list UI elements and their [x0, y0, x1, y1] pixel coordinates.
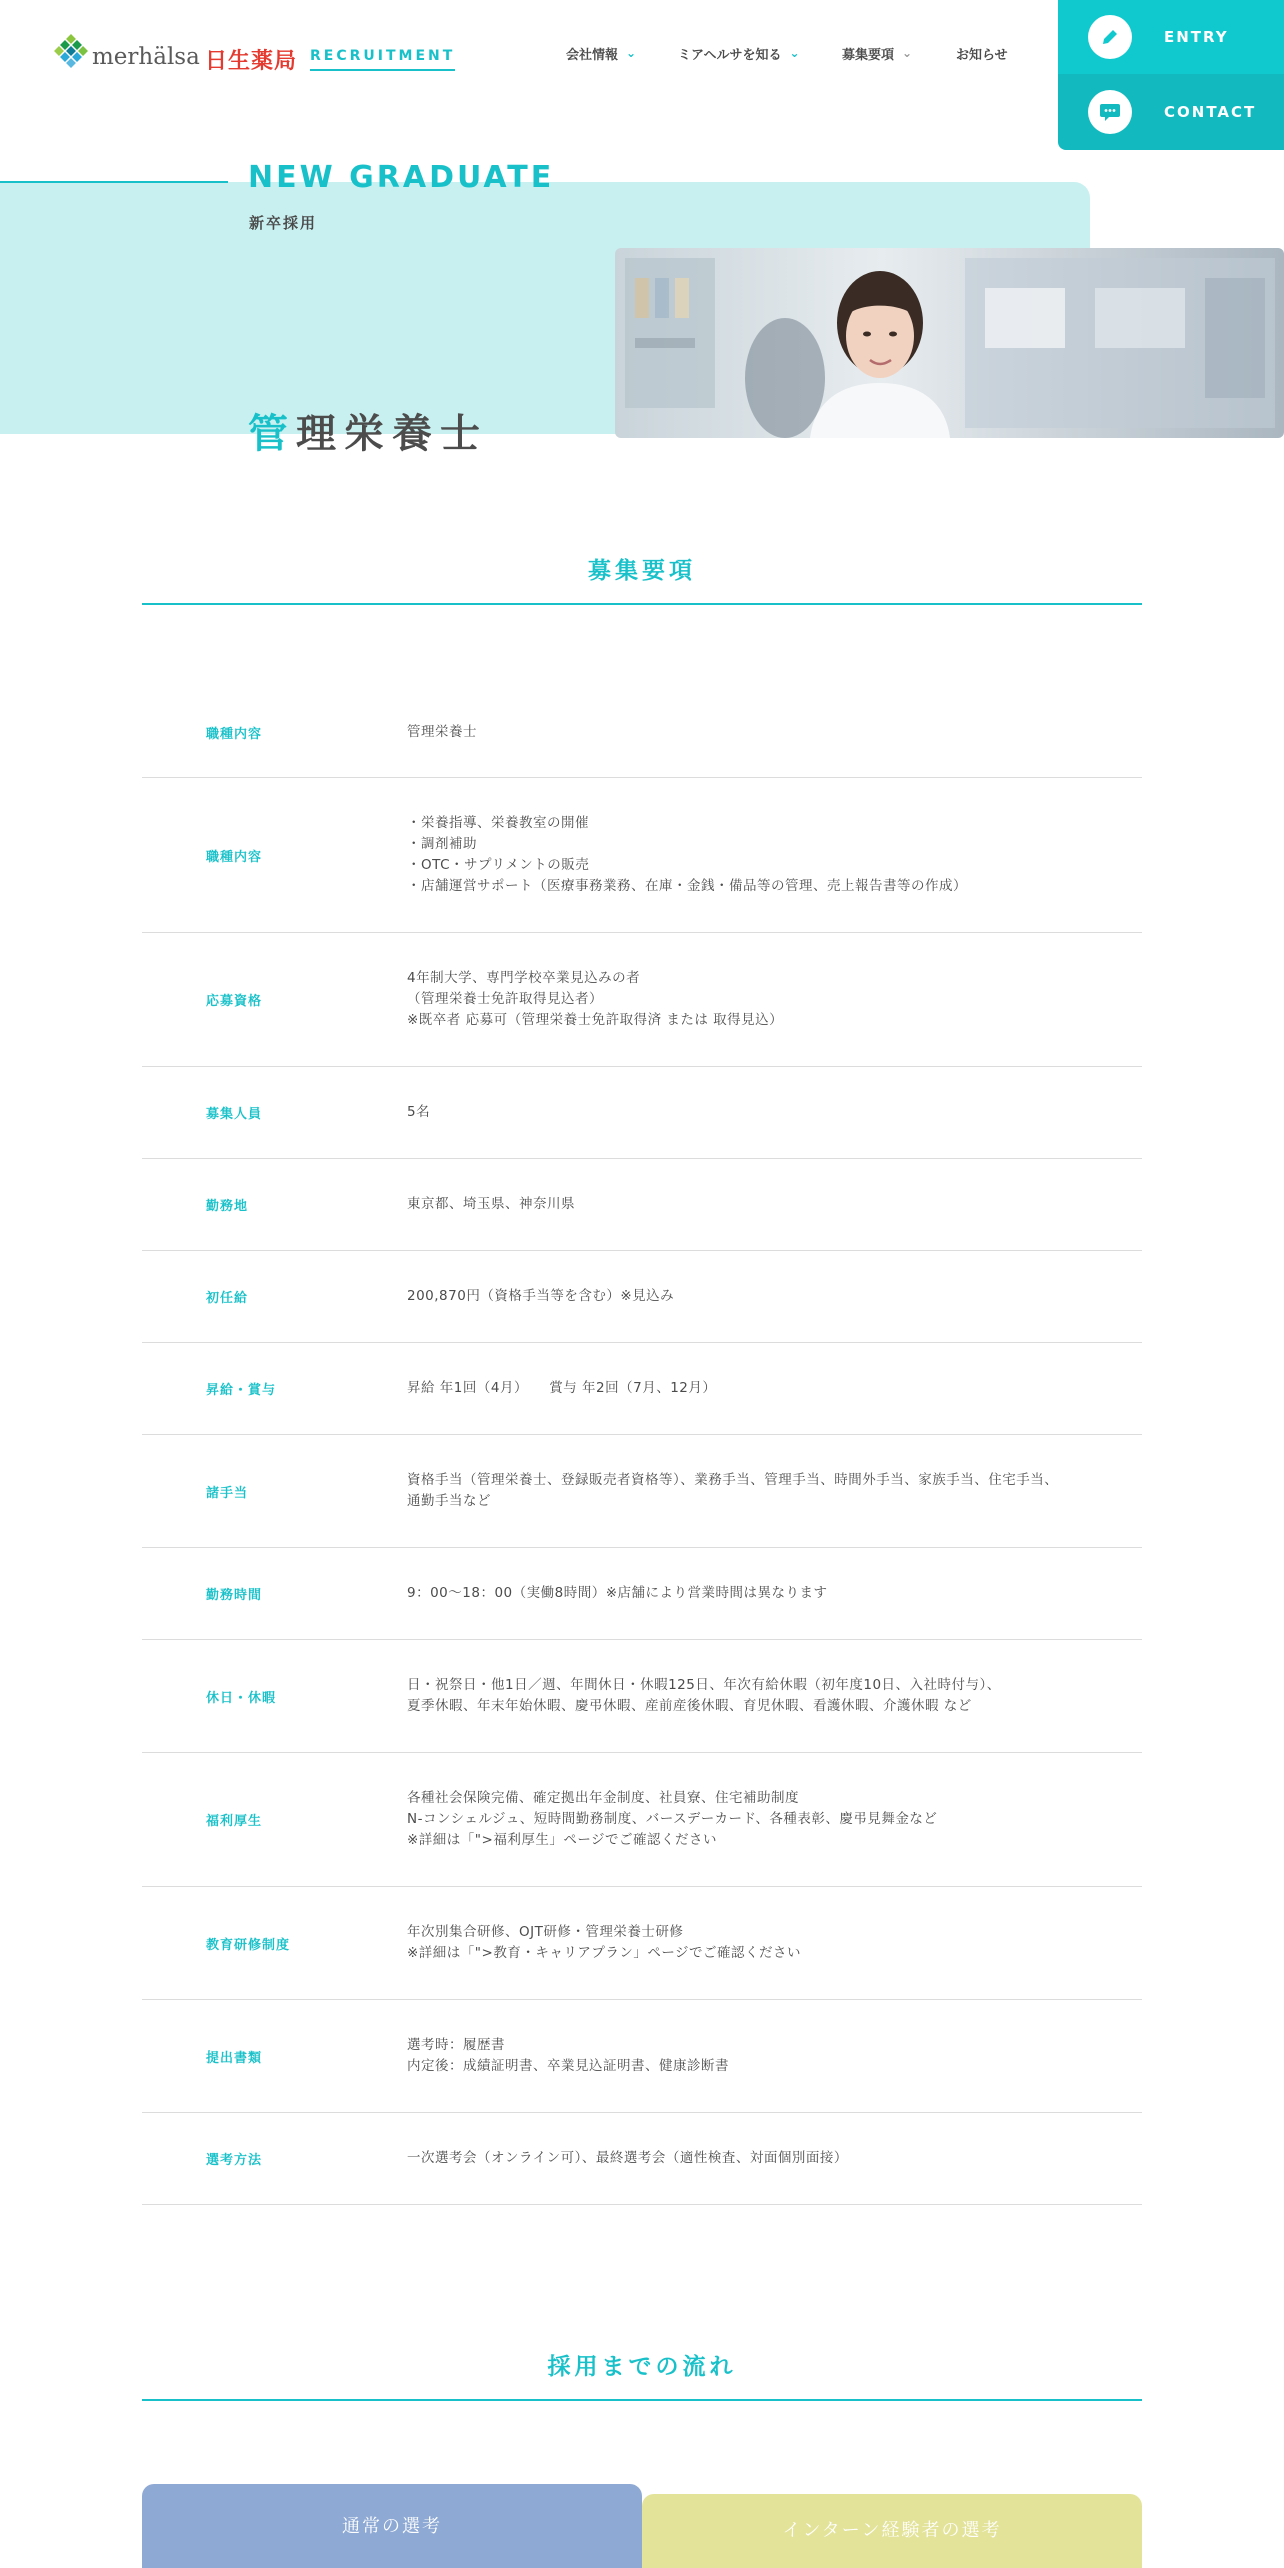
row-value [407, 968, 1142, 1031]
value-line: 一次選考会（オンライン可）、最終選考会（適性検査、対面個別面接） [407, 2150, 848, 2166]
value-line: 9：00〜18：00（実働8時間）※店舗により営業時間は異なります [407, 1585, 828, 1601]
hero-photo [615, 248, 1284, 438]
nav-item-label: 募集要項 [842, 47, 895, 63]
value-line: ・OTC・サプリメントの販売 [407, 857, 590, 873]
value-line: ※既卒者 応募可（管理栄養士免許取得済 または 取得見込） [407, 1012, 784, 1028]
row-value [407, 1675, 1142, 1717]
value-line: ・店舗運営サポート（医療事務業務、在庫・金銭・備品等の管理、売上報告書等の作成） [407, 878, 967, 894]
training-link[interactable]: ※詳細は「">教育・キャリアプラン」ページでご確認ください [407, 1945, 802, 1961]
row-label: 選考方法 [206, 2153, 263, 2168]
value-line: 昇給 年1回（4月） 賞与 年2回（7月、12月） [407, 1380, 717, 1396]
job-title [248, 402, 488, 459]
row-label: 休日・休暇 [206, 1690, 277, 1706]
row-label: 福利厚生 [206, 1814, 263, 1829]
brand-name[interactable]: merhälsa [92, 44, 200, 70]
job-title-first-char: 管 [248, 411, 296, 457]
hero-accent-line [0, 181, 228, 183]
value-line: ・栄養指導、栄養教室の開催 [407, 815, 589, 831]
table-row [142, 1343, 1142, 1435]
row-label: 昇給・賞与 [206, 1383, 277, 1398]
value-line: 5名 [407, 1104, 431, 1120]
value-line: 4年制大学、専門学校卒業見込みの者 [407, 970, 641, 986]
requirements-table [142, 688, 1142, 2205]
row-value [407, 1583, 1142, 1604]
row-value [407, 1378, 1142, 1399]
chevron-down-icon: ⌄ [789, 46, 800, 60]
row-label: 勤務時間 [206, 1588, 263, 1603]
job-title-rest: 理栄養士 [296, 411, 488, 457]
nav-item-news[interactable] [956, 42, 1008, 64]
chat-icon [1088, 90, 1132, 134]
table-row [142, 933, 1142, 1067]
tab-intern-selection[interactable]: インターン経験者の選考 [642, 2494, 1142, 2568]
entry-label: ENTRY [1164, 28, 1229, 46]
value-line: 東京都、埼玉県、神奈川県 [407, 1196, 575, 1212]
contact-button[interactable] [1058, 74, 1284, 150]
chevron-down-icon: ⌄ [902, 46, 913, 60]
pencil-icon [1088, 15, 1132, 59]
row-value [407, 2148, 1142, 2169]
row-label: 教育研修制度 [206, 1937, 291, 1953]
row-label: 募集人員 [206, 1107, 263, 1122]
value-line: 年次別集合研修、OJT研修・管理栄養士研修 [407, 1924, 684, 1940]
row-label: 諸手当 [206, 1485, 249, 1501]
value-line: 管理栄養士 [407, 724, 477, 740]
flow-heading: 採用までの流れ [547, 2354, 737, 2380]
value-line: 選考時：履歴書 [407, 2037, 505, 2053]
value-line: 日・祝祭日・他1日／週、年間休日・休暇125日、年次有給休暇（初年度10日、入社時付与）、 [407, 1677, 1001, 1693]
row-label: 職種内容 [206, 849, 263, 865]
requirements-heading-line [142, 603, 1142, 605]
value-line: 通勤手当など [407, 1493, 491, 1509]
tab-normal-selection[interactable]: 通常の選考 [142, 2484, 642, 2568]
table-row [142, 1159, 1142, 1251]
table-row [142, 1251, 1142, 1343]
contact-label: CONTACT [1164, 103, 1257, 121]
nav-item-about[interactable] [678, 42, 800, 64]
row-value [407, 1470, 1142, 1512]
table-row [142, 1548, 1142, 1640]
value-line: 内定後：成績証明書、卒業見込証明書、健康診断書 [407, 2058, 729, 2074]
value-line: 資格手当（管理栄養士、登録販売者資格等）、業務手当、管理手当、時間外手当、家族手当、住宅手当、 [407, 1472, 1059, 1488]
table-row [142, 2113, 1142, 2205]
value-line: ・調剤補助 [407, 836, 477, 852]
benefits-link[interactable]: ※詳細は「">福利厚生」ページでご確認ください [407, 1832, 718, 1848]
nav-item-label: 会社情報 [566, 47, 619, 63]
requirements-heading: 募集要項 [588, 558, 696, 584]
row-value [407, 813, 1142, 897]
table-row [142, 1887, 1142, 2000]
hero-title-en: NEW GRADUATE [248, 160, 555, 195]
hero-title-jp: 新卒採用 [249, 214, 318, 232]
nav-item-requirements[interactable] [842, 42, 912, 64]
chevron-down-icon: ⌄ [626, 46, 637, 60]
active-tab-pointer [366, 2552, 418, 2568]
table-row [142, 1640, 1142, 1753]
nav-item-label: お知らせ [956, 47, 1008, 63]
value-line: 各種社会保険完備、確定拠出年金制度、社員寮、住宅補助制度 [407, 1790, 799, 1806]
row-value [407, 1194, 1142, 1215]
row-label: 初任給 [206, 1291, 249, 1306]
merhalsa-logo-icon[interactable] [54, 34, 88, 68]
value-line: N-コンシェルジュ、短時間勤務制度、バースデーカード、各種表彰、慶弔見舞金など [407, 1811, 938, 1827]
entry-button[interactable] [1058, 0, 1284, 74]
table-row [142, 2000, 1142, 2113]
row-label: 応募資格 [206, 994, 263, 1009]
row-value [407, 722, 1142, 743]
row-label: 職種内容 [206, 727, 263, 742]
row-label: 勤務地 [206, 1199, 249, 1214]
table-row [142, 778, 1142, 933]
row-label: 提出書類 [206, 2050, 263, 2066]
row-value [407, 2035, 1142, 2077]
value-line: 夏季休暇、年末年始休暇、慶弔休暇、産前産後休暇、育児休暇、看護休暇、介護休暇 など [407, 1698, 972, 1714]
row-value [407, 1286, 1142, 1307]
table-row [142, 688, 1142, 778]
value-line: 200,870円（資格手当等を含む）※見込み [407, 1288, 675, 1304]
row-value [407, 1922, 1142, 1964]
brand-jp[interactable]: 日生薬局 [205, 49, 298, 74]
row-value [407, 1102, 1142, 1123]
table-row [142, 1753, 1142, 1887]
flow-heading-line [142, 2399, 1142, 2401]
table-row [142, 1067, 1142, 1159]
table-row [142, 1435, 1142, 1548]
nav-item-label: ミアヘルサを知る [678, 47, 782, 63]
nav-item-company[interactable] [566, 42, 636, 64]
recruitment-label[interactable]: RECRUITMENT [310, 48, 455, 71]
value-line: （管理栄養士免許取得見込者） [407, 991, 603, 1007]
row-value [407, 1788, 1142, 1851]
